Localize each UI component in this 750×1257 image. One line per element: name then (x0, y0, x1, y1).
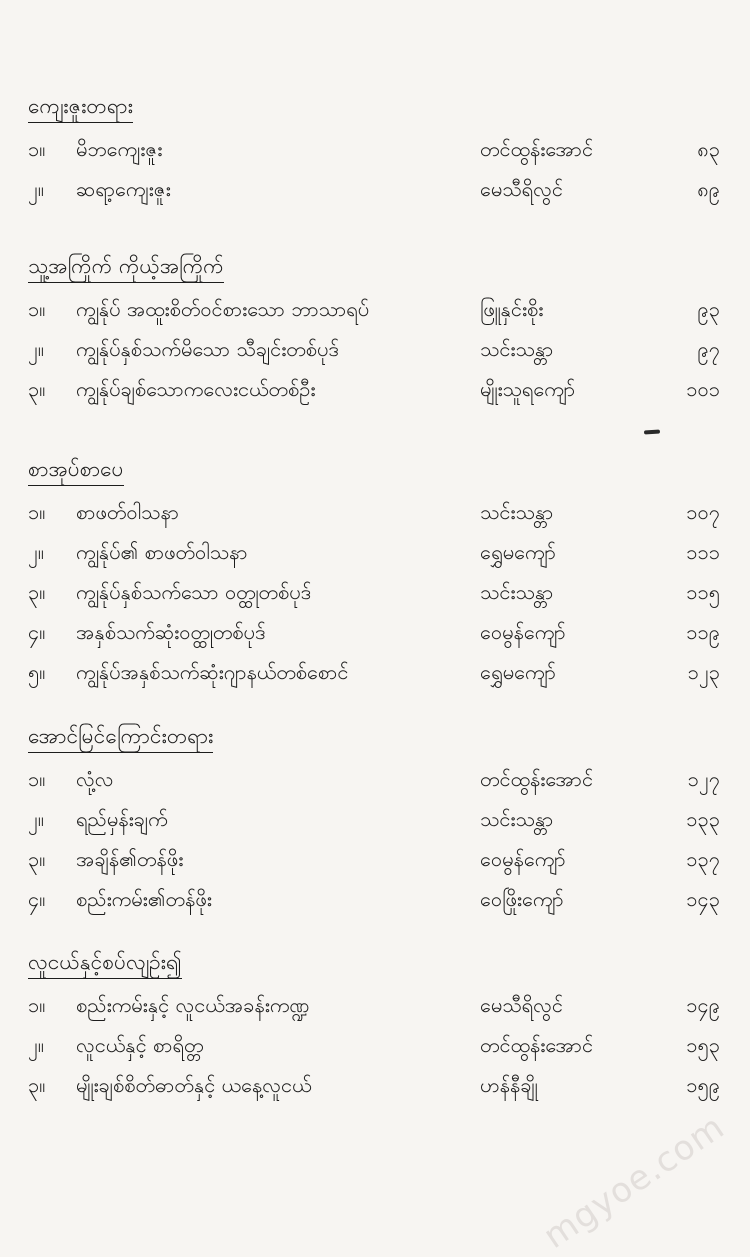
toc-row (28, 1025, 728, 1065)
section-2 (28, 252, 728, 409)
toc-row (28, 492, 728, 532)
item-number: ၂။ (28, 337, 44, 361)
toc-row (28, 879, 728, 919)
item-number: ၁။ (28, 767, 46, 791)
toc-row (28, 652, 728, 692)
toc-row (28, 839, 728, 879)
item-page-number: ၁၂၇ (687, 767, 720, 791)
toc-row (28, 532, 728, 572)
item-page-number: ၁၂၃ (687, 660, 720, 684)
toc-row (28, 572, 728, 612)
item-author: သင်းသန္တာ (480, 580, 554, 604)
toc-row (28, 369, 728, 409)
toc-row (28, 759, 728, 799)
watermark-text: mgyoe.com (536, 1106, 732, 1257)
item-author: မေသီရိလွင် (480, 177, 563, 201)
item-title: လုံ့လ (76, 767, 114, 791)
item-number: ၂။ (28, 540, 44, 564)
item-number: ၅။ (28, 660, 46, 684)
item-title: လူငယ်နှင့် စာရိတ္တ (76, 1033, 204, 1057)
item-title: ကျွန်ုပ်နှစ်သက်သော ဝတ္ထုတစ်ပုဒ် (76, 580, 312, 604)
item-number: ၃။ (28, 1073, 46, 1097)
item-author: ရွှေမကျော် (480, 540, 556, 564)
item-page-number: ၁၁၉ (686, 620, 720, 644)
item-author: ဖြူနှင်းစိုး (480, 297, 544, 321)
item-author: မေသီရိလွင် (480, 993, 563, 1017)
toc-row (28, 612, 728, 652)
toc-row (28, 985, 728, 1025)
item-title: စည်းကမ်း၏တန်ဖိုး (76, 887, 212, 911)
item-number: ၃။ (28, 580, 46, 604)
item-number: ၂။ (28, 1033, 44, 1057)
item-page-number: ၁၁၁ (686, 540, 720, 564)
item-author: ဟန်နီချို (480, 1073, 538, 1097)
item-title: ကျွန်ုပ်ချစ်သောကလေးငယ်တစ်ဦး (76, 377, 316, 401)
item-author: သင်းသန္တာ (480, 807, 554, 831)
item-title: ဆရာ့ကျေးဇူး (76, 177, 171, 201)
section-5 (28, 948, 728, 1105)
item-number: ၁။ (28, 500, 46, 524)
item-number: ၂။ (28, 807, 44, 831)
item-number: ၄။ (28, 620, 46, 644)
section-heading: စာအုပ်စာပေ (28, 455, 124, 486)
item-author: ဝေမွန်ကျော် (480, 847, 566, 871)
section-4 (28, 722, 728, 919)
item-page-number: ၁၁၅ (686, 580, 720, 604)
item-number: ၁။ (28, 297, 46, 321)
item-page-number: ၁၄၃ (686, 887, 720, 911)
item-author: ဝေမွန်ကျော် (480, 620, 566, 644)
item-title: ကျွန်ုပ်နှစ်သက်မိသော သီချင်းတစ်ပုဒ် (76, 337, 339, 361)
ink-mark (644, 429, 660, 434)
item-title: စည်းကမ်းနှင့် လူငယ်အခန်းကဏ္ဍ (76, 993, 310, 1017)
item-title: ကျွန်ုပ် အထူးစိတ်ဝင်စားသော ဘာသာရပ် (76, 297, 370, 321)
item-number: ၃။ (28, 377, 46, 401)
toc-row (28, 329, 728, 369)
section-heading: သူ့အကြိုက် ကိုယ့်အကြိုက် (28, 252, 224, 283)
item-author: တင်ထွန်းအောင် (480, 1033, 594, 1057)
toc-row (28, 289, 728, 329)
section-heading: လူငယ်နှင့်စပ်လျဉ်း၍ (28, 948, 182, 979)
section-heading: အောင်မြင်ကြောင်းတရား (28, 722, 213, 753)
item-title: စာဖတ်ဝါသနာ (76, 500, 179, 524)
item-number: ၃။ (28, 847, 46, 871)
item-page-number: ၈၃ (697, 137, 720, 161)
item-title: အချိန်၏တန်ဖိုး (76, 847, 184, 871)
item-page-number: ၁၄၉ (686, 993, 720, 1017)
toc-row (28, 129, 728, 169)
item-title: မျိုးချစ်စိတ်ဓာတ်နှင့် ယနေ့လူငယ် (76, 1073, 312, 1097)
item-number: ၁။ (28, 993, 46, 1017)
item-page-number: ၁၃၇ (686, 847, 720, 871)
item-title: အနှစ်သက်ဆုံးဝတ္ထုတစ်ပုဒ် (76, 620, 266, 644)
item-title: မိဘကျေးဇူး (76, 137, 163, 161)
item-title: ရည်မှန်းချက် (76, 807, 168, 831)
item-page-number: ၉၇ (697, 337, 720, 361)
item-title: ကျွန်ုပ်အနှစ်သက်ဆုံးဂျာနယ်တစ်စောင် (76, 660, 349, 684)
item-page-number: ၁၃၃ (686, 807, 720, 831)
section-1 (28, 92, 728, 209)
item-page-number: ၁၅၃ (686, 1033, 720, 1057)
toc-row (28, 169, 728, 209)
item-author: ဝေဖြိုးကျော် (480, 887, 564, 911)
toc-row (28, 799, 728, 839)
item-page-number: ၉၃ (697, 297, 720, 321)
toc-row (28, 1065, 728, 1105)
item-page-number: ၁၅၉ (686, 1073, 720, 1097)
item-page-number: ၁၀၁ (686, 377, 720, 401)
item-title: ကျွန်ုပ်၏ စာဖတ်ဝါသနာ (76, 540, 248, 564)
item-number: ၄။ (28, 887, 46, 911)
section-heading: ကျေးဇူးတရား (28, 92, 133, 123)
item-author: မျိုးသူရကျော် (480, 377, 576, 401)
item-author: သင်းသန္တာ (480, 500, 554, 524)
item-author: သင်းသန္တာ (480, 337, 554, 361)
item-page-number: ၈၉ (697, 177, 720, 201)
item-number: ၂။ (28, 177, 44, 201)
item-number: ၁။ (28, 137, 46, 161)
item-page-number: ၁၀၇ (686, 500, 720, 524)
item-author: တင်ထွန်းအောင် (480, 767, 594, 791)
section-3 (28, 455, 728, 692)
item-author: တင်ထွန်းအောင် (480, 137, 594, 161)
item-author: ရွှေမကျော် (480, 660, 556, 684)
